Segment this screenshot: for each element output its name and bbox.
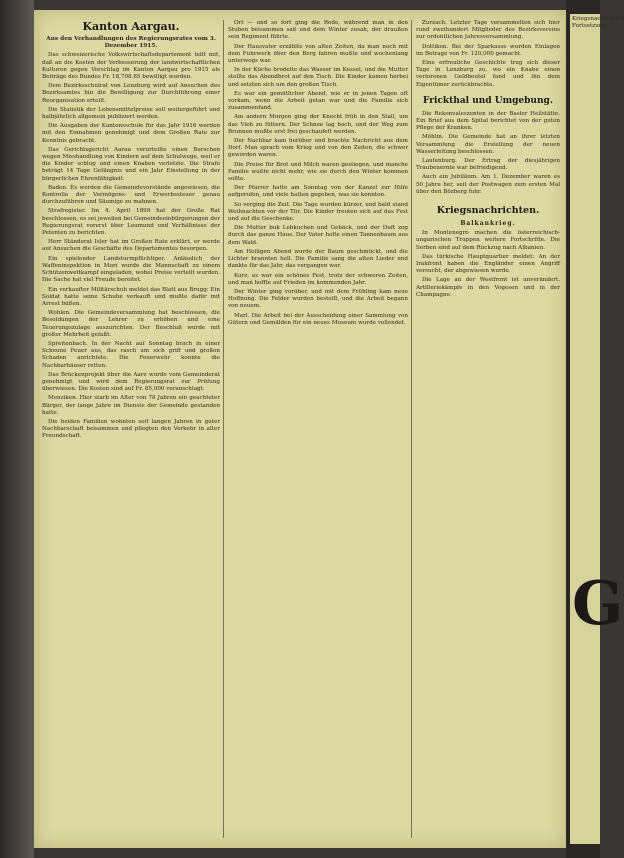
article-paragraph: Ein verkaufter Militärschuh meldet das Blatt aus Brugg: Ein Soldat hatte seine Schuhe verkauft und mußte dafür mit Arrest büßen. [42, 286, 220, 307]
section-heading-frickthal: Frickthal und Umgebung. [423, 95, 553, 106]
article-paragraph: Die Lage an der Westfront ist unverändert. Artilleriekämpfe in den Vogesen und in der Champagne. [416, 277, 560, 298]
article-paragraph: Das türkische Hauptquartier meldet: An der Irakfront haben die Engländer einen Angriff versucht, der abgewiesen wurde. [416, 253, 560, 275]
article-paragraph: Der Pfarrer hatte am Sonntag von der Kanzel zur Hilfe aufgerufen, und viele hatten gegeben, was sie konnten. [228, 185, 408, 199]
article-paragraph: Spreitenbach. In der Nacht auf Sonntag brach in einer Scheune Feuer aus, das rasch um sich griff und großen Schaden anrichtete. Die Feuerwehr konnte die Nachbarhäuser retten. [42, 340, 220, 369]
article-paragraph: Herr Ständerat Isler hat im Großen Rate erklärt, er werde auf Ansuchen die Geschäfte des Departementes besorgen. [42, 239, 220, 253]
section-heading-kriegsnachrichten: Kriegsnachrichten. [436, 205, 540, 217]
article-paragraph: Der Hausvater erzählte von alten Zeiten, da man noch mit dem Fuhrwerk über den Berg fahren mußte und wochenlang unterwegs war. [228, 43, 408, 65]
section-heading-kanton-aargau: Kanton Aargau. [82, 20, 180, 33]
book-spine [0, 0, 34, 858]
article-paragraph: Die Rekonvaleszenten in der Basler Heilstätte. Ein Brief aus dem Spital berichtet von der guten Pflege der Kranken. [416, 110, 560, 132]
article-paragraph: Laufenburg. Der Ertrag der diesjährigen Traubenernte war befriedigend. [416, 158, 560, 172]
article-paragraph: Ort — und so fort ging die Rede, während man in den Stuben beisammen saß und dem Winter zusah, der draußen sein Regiment führte. [228, 20, 408, 41]
article-paragraph: Das schweizerische Volkswirtschaftsdepartement teilt mit, daß an die Kosten der Verbesserung der landwirtschaftlichen Kulturen gegen Vorschlag im Kanton Aargau pro 1915 als Beiträge des Bundes Fr. 18,708.85 bewilligt wurden. [42, 52, 220, 81]
column-right [416, 20, 560, 838]
article-paragraph: Eine erfreuliche Geschichte trug sich dieser Tage in Lenzburg zu, wo ein Knabe einen verlorenen Geldbeutel fand und ihn dem Eigentümer zurückbrachte. [416, 60, 560, 88]
article-paragraph: Strafregister. Im 4. April 1899 hat der Große Rat beschlossen, es sei jeweilen bei Gemeindeeinbürgerungen der Regierungsrat vorerst über Leumund und Verhältnisse der Petenten zu berichten. [42, 208, 220, 237]
article-paragraph: Ein spielender Landsturmpflichtiger. Anlässlich der Waffeninspektion in Muri wurde die Mannschaft zu einem Schützenwettkampf eingeladen, wobei Preise verteilt wurden. Die Sache hat viel Freude bereitet. [42, 255, 220, 284]
article-paragraph: Das Brückenprojekt über die Aare wurde vom Gemeinderat genehmigt und wird dem Regierungsrat zur Prüfung überwiesen. Die Kosten sind auf Fr. 85,000 veranschlagt. [42, 371, 220, 393]
article-paragraph: Dem Bezirksschulrat von Lenzburg wird auf Ansuchen des Bezirksamtes hin die Bewilligung zur Durchführung einer Reorganisation erteilt. [42, 83, 220, 104]
article-paragraph: Der Winter ging vorüber, und mit dem Frühling kam neue Hoffnung. Die Felder wurden bestellt, und die Arbeit begann von neuem. [228, 288, 408, 310]
article-paragraph: Der Nachbar kam herüber und brachte Nachricht aus dem Dorf. Man sprach vom Krieg und von den Zeiten, die schwer geworden waren. [228, 138, 408, 159]
article-paragraph: Baden. Es werden die Gemeindevorstände angewiesen, die Kontrolle der Vermögens- und Erwerbssteuer genau durchzuführen und Säumige zu mahnen. [42, 184, 220, 206]
column-rule [223, 20, 224, 838]
article-paragraph: Die Ausgaben der Kantonsschule für das Jahr 1916 werden mit den Einnahmen genehmigt und dem Großen Rate zur Kenntnis gebracht. [42, 123, 220, 144]
article-paragraph: Die Statistik der Lebensmittelpreise soll weitergeführt und halbjährlich allgemein publiziert werden. [42, 106, 220, 121]
section-subheading: Aus den Verhandlungen des Regierungsrates vom 3. Dezember 1915. [46, 36, 216, 50]
article-paragraph: Die Mutter buk Lebkuchen und Gebäck, und der Duft zog durch das ganze Haus. Der Vater holte einen Tannenbaum aus dem Wald. [228, 225, 408, 246]
article-paragraph: Menziken. Hier starb im Alter von 78 Jahren ein geachteter Bürger, der lange Jahre im Dienste der Gemeinde gestanden hatte. [42, 395, 220, 416]
section-subheading-balkankrieg: Balkankrieg. [460, 220, 516, 228]
article-paragraph: Die Preise für Brot und Milch waren gestiegen, und manche Familie wußte nicht mehr, wie sie durch den Winter kommen sollte. [228, 161, 408, 183]
article-paragraph: Marl. Die Arbeit bei der Ausscheidung einer Sammlung von Gütern und Gemälden für ein neues Museum wurde vollendet. [228, 312, 408, 326]
article-paragraph: Möhlin. Die Gemeinde hat an ihrer letzten Versammlung die Erstellung der neuen Wasserleitung beschlossen. [416, 134, 560, 155]
article-paragraph: In Montenegro machen die österreichisch-ungarischen Truppen weitere Fortschritte. Die Serben sind auf dem Rückzug nach Albanien. [416, 230, 560, 251]
article-paragraph: So verging die Zeit. Die Tage wurden kürzer, und bald stand Weihnachten vor der Tür. Die Kinder freuten sich auf das Fest und auf die Geschenke. [228, 201, 408, 223]
article-paragraph: Am Heiligen Abend wurde der Baum geschmückt, und die Lichter brannten hell. Die Familie sang die alten Lieder und dankte für das Jahr, das vergangen war. [228, 248, 408, 270]
column-left [42, 20, 220, 838]
article-paragraph: Dottikon. Bei der Sparkasse wurden Einlagen im Betrage von Fr. 120,000 gemacht. [416, 43, 560, 57]
next-page-fragment: Kriegsnachrichten Fortsetzung [572, 16, 624, 30]
article-paragraph: Das Gerichtsgericht Aarau verurteilte einen Burschen wegen Misshandlung von Kindern auf dem Schulwege, weil er die Kinder schlug und einen Knaben verletzte. Die Strafe beträgt 14 Tage Gefängnis und ein Jahr Einstellung in der bürgerlichen Ehrenfähigkeit. [42, 146, 220, 182]
article-paragraph: Auch ein Jubiläum. Am 1. Dezember waren es 50 Jahre her, seit der Postwagen zum ersten Mal über den Bözberg fuhr. [416, 174, 560, 195]
column-rule [411, 20, 412, 838]
article-paragraph: Am andern Morgen ging der Knecht früh in den Stall, um das Vieh zu füttern. Der Schnee lag hoch, und der Weg zum Brunnen mußte erst frei geschaufelt werden. [228, 114, 408, 135]
article-paragraph: In der Küche brodelte das Wasser im Kessel, und die Mutter stellte das Abendbrot auf den Tisch. Die Kinder kamen herbei und setzten sich um den großen Tisch. [228, 67, 408, 88]
newspaper-page [34, 10, 566, 848]
article-paragraph: Es war ein gemütlicher Abend, wie er in jenen Tagen oft vorkam, wenn die Arbeit getan war und die Familie sich zusammenfand. [228, 90, 408, 112]
article-paragraph: Kurz, es war ein schönes Fest, trotz der schweren Zeiten, und man hoffte auf Frieden im kommenden Jahr. [228, 272, 408, 286]
article-paragraph: Die beiden Familien wohnten seit langen Jahren in guter Nachbarschaft beisammen und pflegten den Verkehr in alter Freundschaft. [42, 418, 220, 440]
article-paragraph: Zurzach. Letzter Tage versammelten sich hier rund zweihundert Mitglieder des Bezirksvereins zur ordentlichen Jahresversammlung. [416, 20, 560, 41]
next-page-initial: G [572, 569, 624, 639]
column-middle [228, 20, 408, 838]
article-paragraph: Wohlen. Die Gemeindeversammlung hat beschlossen, die Besoldungen der Lehrer zu erhöhen und eine Teuerungszulage auszurichten. Der Beschluß wurde mit großer Mehrheit gefaßt. [42, 310, 220, 338]
next-page-sliver [570, 14, 624, 844]
